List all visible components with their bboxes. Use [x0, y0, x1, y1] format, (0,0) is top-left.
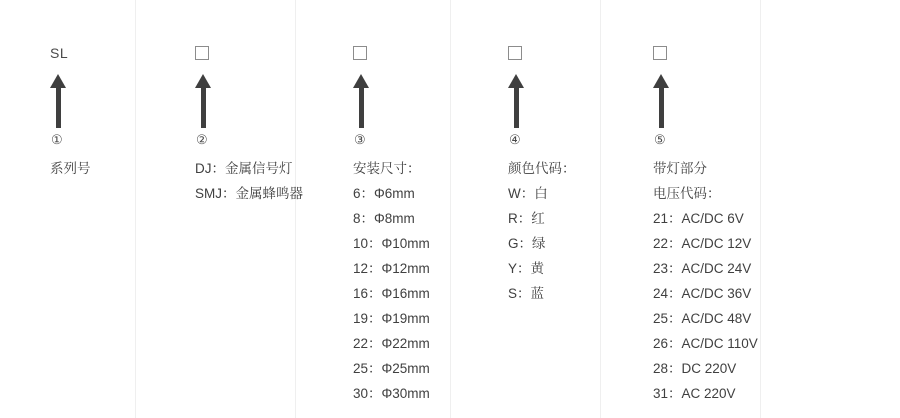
up-arrow-icon [508, 74, 548, 128]
column-marker: ④ [509, 132, 521, 147]
up-arrow-icon [50, 74, 90, 128]
column-line: 22：AC/DC 12V [653, 236, 752, 251]
column-lines [653, 156, 853, 406]
column-line: 安装尺寸： [353, 161, 421, 176]
empty-square-icon [353, 46, 367, 60]
column-line: 25：AC/DC 48V [653, 311, 752, 326]
column-line: 6：Φ6mm [353, 186, 415, 201]
diagram-column [653, 0, 853, 406]
column-line: 22：Φ22mm [353, 336, 430, 351]
arrow-shaft [201, 86, 206, 128]
column-line: 25：Φ25mm [353, 361, 430, 376]
column-line: 带灯部分 [653, 161, 707, 176]
arrow-shaft [56, 86, 61, 128]
column-line: Y：黄 [508, 261, 545, 276]
code-placeholder-box [653, 36, 853, 70]
arrow-head [50, 74, 66, 88]
column-line: 28：DC 220V [653, 361, 737, 376]
up-arrow-icon [195, 74, 235, 128]
column-line: 31：AC 220V [653, 386, 736, 401]
empty-square-icon [195, 46, 209, 60]
column-line: S：蓝 [508, 286, 545, 301]
column-line: 电压代码： [653, 186, 721, 201]
column-line: 26：AC/DC 110V [653, 336, 758, 351]
arrow-head [353, 74, 369, 88]
column-line: 19：Φ19mm [353, 311, 430, 326]
up-arrow-icon [653, 74, 693, 128]
column-marker: ⑤ [654, 132, 666, 147]
arrow-shaft [359, 86, 364, 128]
column-line: R：红 [508, 211, 545, 226]
arrow-head [195, 74, 211, 88]
column-line: 系列号 [50, 161, 91, 176]
series-code-label: SL [50, 45, 69, 61]
column-line: 24：AC/DC 36V [653, 286, 752, 301]
column-marker: ② [196, 132, 208, 147]
arrow-head [508, 74, 524, 88]
column-line: 30：Φ30mm [353, 386, 430, 401]
column-line: G：绿 [508, 236, 546, 251]
column-line: 23：AC/DC 24V [653, 261, 752, 276]
column-line: 16：Φ16mm [353, 286, 430, 301]
up-arrow-icon [353, 74, 393, 128]
arrow-shaft [514, 86, 519, 128]
column-marker: ③ [354, 132, 366, 147]
column-line: DJ：金属信号灯 [195, 161, 293, 176]
column-line: W：白 [508, 186, 548, 201]
column-line: 12：Φ12mm [353, 261, 430, 276]
empty-square-icon [508, 46, 522, 60]
empty-square-icon [653, 46, 667, 60]
arrow-shaft [659, 86, 664, 128]
column-line: 8：Φ8mm [353, 211, 415, 226]
column-line: SMJ：金属蜂鸣器 [195, 186, 303, 201]
arrow-head [653, 74, 669, 88]
column-line: 21：AC/DC 6V [653, 211, 744, 226]
column-line: 颜色代码： [508, 161, 576, 176]
column-line: 10：Φ10mm [353, 236, 430, 251]
column-marker: ① [51, 132, 63, 147]
